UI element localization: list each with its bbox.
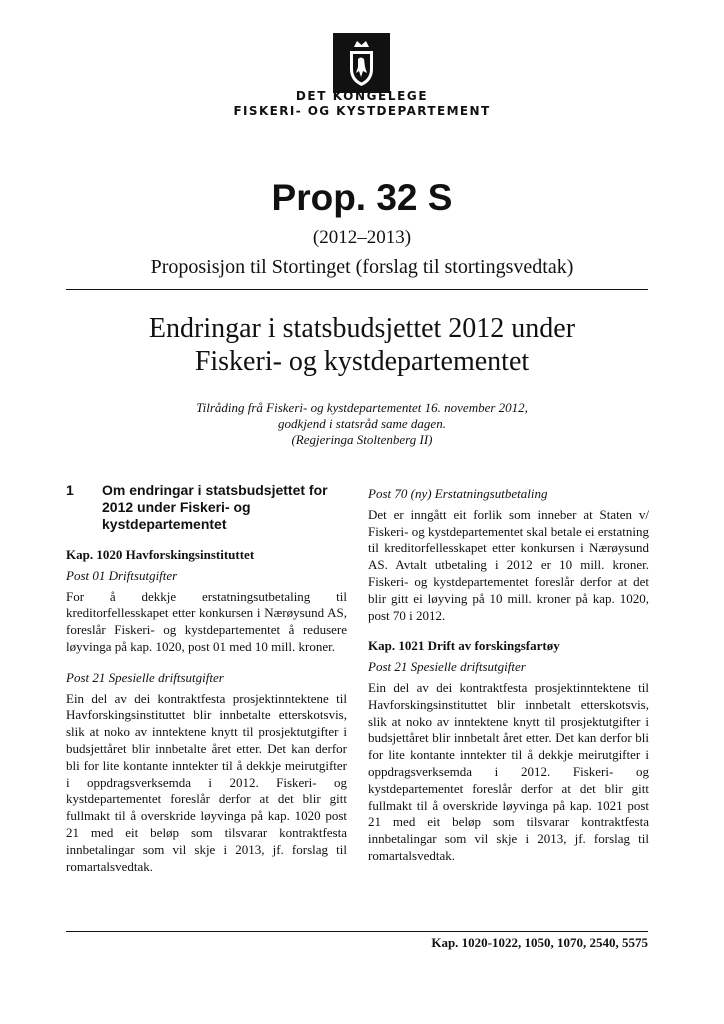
proposition-number: Prop. 32 S bbox=[271, 177, 453, 218]
section-heading bbox=[66, 482, 347, 533]
kap-1021-heading: Kap. 1021 Drift av forskingsfartøy bbox=[368, 638, 560, 654]
department-name-line1: DET KONGELEGE bbox=[295, 89, 429, 103]
proposition-subtitle: Proposisjon til Stortinget (forslag til stortingsvedtak) bbox=[150, 256, 574, 278]
post-21-heading-right: Post 21 Spesielle driftsutgifter bbox=[368, 659, 526, 675]
section-title: Om endringar i statsbudsjettet for 2012 under Fiskeri- og kystdepartementet bbox=[102, 482, 328, 532]
post-70-text: Det er inngått eit forlik som inneber at Staten v/ Fiskeri- og kystdepartementet skal betale ei erstatning til kreditorfellesskapet etter konkursen i Nærøysund AS. Avtalt utbetaling i 2012 er 10 mill. kroner. Fiskeri- og kystdepartementet foreslår derfor at det blir gitt ei løyving på 10 mill. kroner på kap. 1020, post 70 i 2012. bbox=[368, 506, 649, 623]
title-divider bbox=[66, 289, 648, 290]
section-number: 1 bbox=[66, 482, 74, 498]
coat-of-arms-icon bbox=[333, 33, 390, 93]
right-column bbox=[368, 482, 649, 865]
post-21-text: Ein del av dei kontraktfesta prosjektinntektene til Havforskingsinstituttet blir innbetalte etterskotsvis, slik at noko av inntektene knytt til prosjektutgifter i budsjettåret blir innbetalte året etter. Det kan derfor bli for lite kontante inntekter til å dekkje meirutgifter i oppdragsverksemda i 2012. Fiskeri- og kystdepartementet foreslår derfor at det blir gitt fullmakt til å overskride løyvinga på kap. 1020 post 21 med eit beløp som tilsvarar kontraktfesta innbetalingar som vil skje i 2013, jf. forslag til romartalsvedtak. bbox=[66, 690, 347, 874]
footer-chapter-list: Kap. 1020-1022, 1050, 1070, 2540, 5575 bbox=[431, 935, 648, 950]
recommendation-line3: (Regjeringa Stoltenberg II) bbox=[291, 432, 433, 447]
document-title-line1: Endringar i statsbudsjettet 2012 under bbox=[148, 313, 576, 344]
recommendation-line2: godkjend i statsråd same dagen. bbox=[278, 416, 446, 431]
post-01-heading: Post 01 Driftsutgifter bbox=[66, 567, 178, 583]
kap-1020-heading: Kap. 1020 Havforskingsinstituttet bbox=[66, 547, 255, 562]
department-name-line2: FISKERI- OG KYSTDEPARTEMENT bbox=[233, 104, 491, 118]
document-title bbox=[0, 312, 724, 378]
post-21-heading: Post 21 Spesielle driftsutgifter bbox=[66, 669, 224, 685]
left-column bbox=[66, 482, 347, 875]
document-title-line2: Fiskeri- og kystdepartementet bbox=[194, 346, 530, 377]
post-21-text-right: Ein del av dei kontraktfesta prosjektinntektene til Havforskingsinstituttet blir innbetalt etterskotsvis, slik at noko av inntektene knytt til prosjektutgifter i budsjettåret blir innbetalt året etter. Det kan derfor bli for lite kontante inntekter til å dekkje meirutgifter i oppdragsverksemda i 2012. Fiskeri- og kystdepartementet foreslår derfor at det blir gitt fullmakt til å overskride løyvinga på kap. 1021 post 21 med eit beløp som tilsvarar kontraktfesta innbetalingar som vil skje i 2013, jf. forslag til romartalsvedtak. bbox=[368, 679, 649, 863]
post-70-heading: Post 70 (ny) Erstatningsutbetaling bbox=[368, 486, 548, 501]
recommendation-note bbox=[0, 400, 724, 448]
recommendation-line1: Tilråding frå Fiskeri- og kystdepartementet 16. november 2012, bbox=[196, 400, 528, 415]
session-years: (2012–2013) bbox=[312, 227, 412, 248]
post-01-text: For å dekkje erstatningsutbetaling til kreditorfellesskapet etter konkursen i Nærøysund AS, foreslår Fiskeri- og kystdepartementet å redusere løyvinga på kap. 1020, post 01 med 10 mill. kroner. bbox=[66, 588, 347, 654]
footer-divider bbox=[66, 931, 648, 932]
